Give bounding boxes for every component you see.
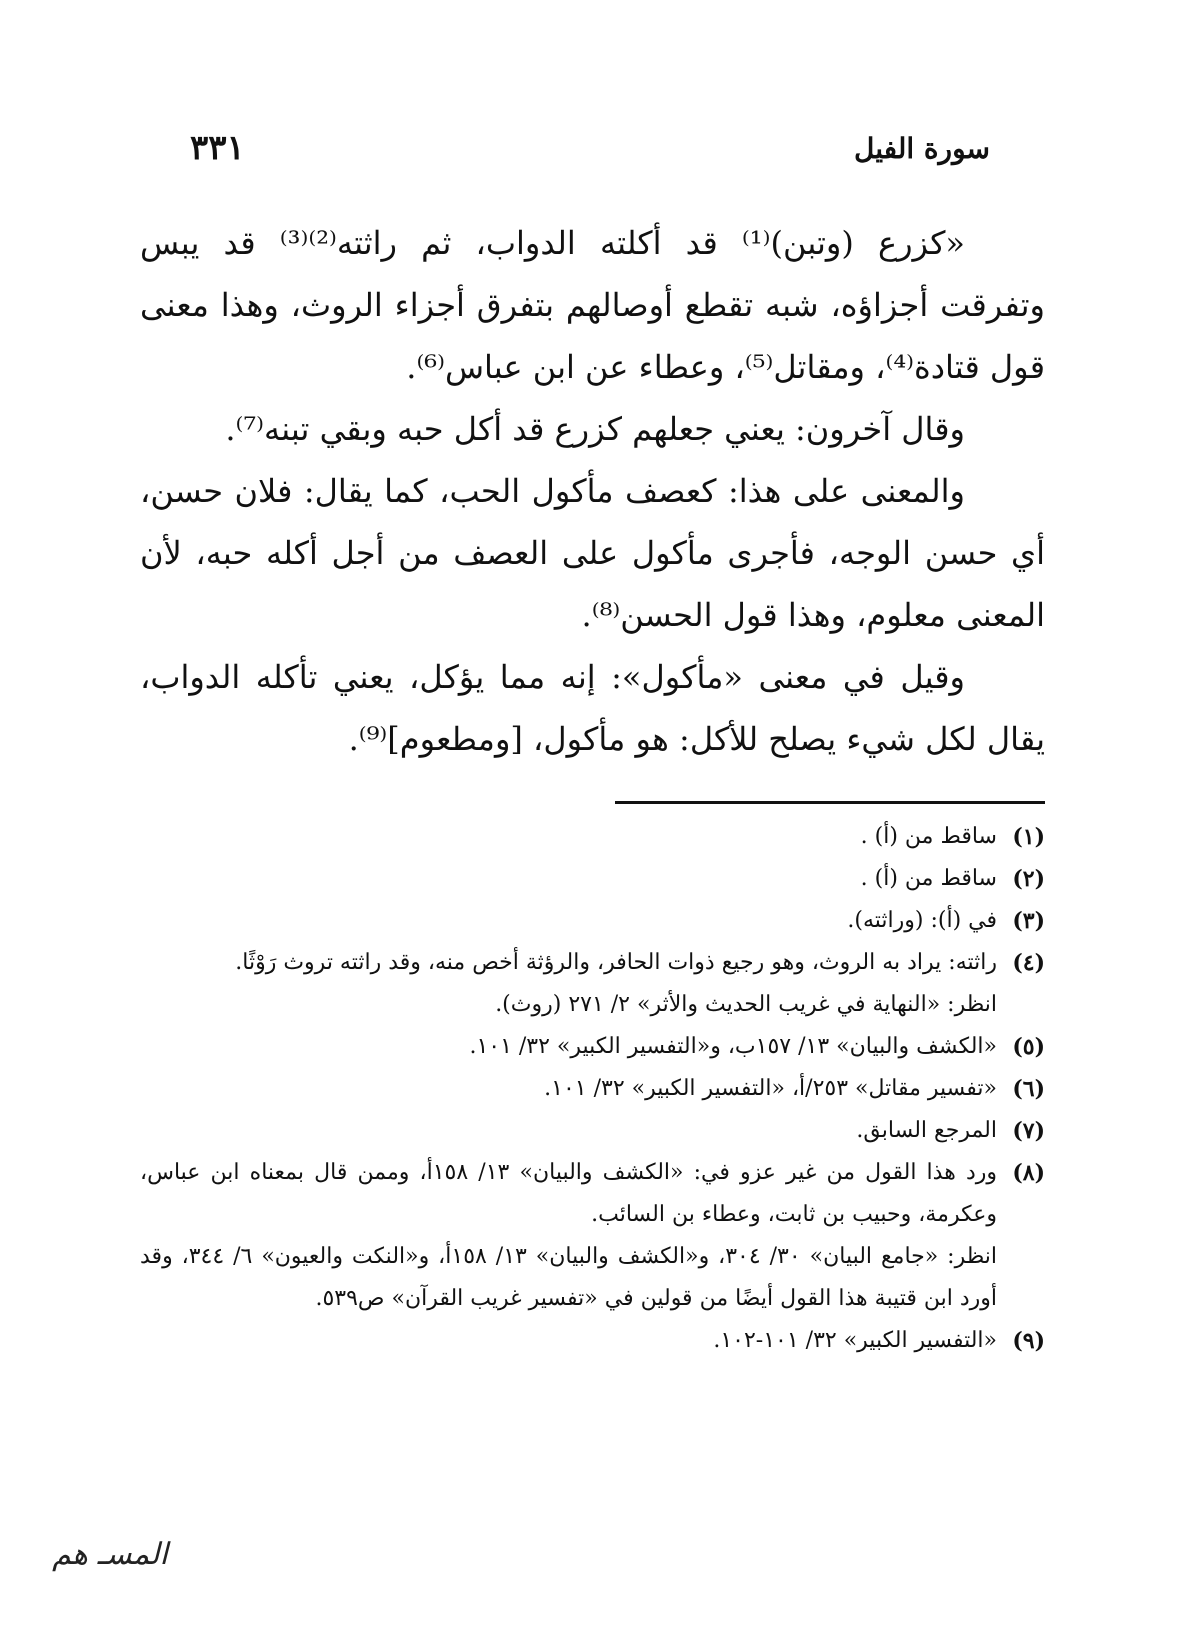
footnote-text: ساقط من (أ) . — [860, 824, 997, 849]
footnote — [140, 816, 1045, 858]
main-text — [140, 212, 1045, 770]
footnote-number: (٣) — [1012, 908, 1045, 934]
footnote-text: ورد هذا القول من غير عزو في: «الكشف والبيان» ١٣/ ١٥٨أ، وممن قال بمعناه ابن عباس، وعكرمة، وحبيب بن ثابت، وعطاء بن السائب. — [140, 1160, 998, 1227]
footnote-text: «الكشف والبيان» ١٣/ ١٥٧ب، و«التفسير الكبير» ٣٢/ ١٠١. — [469, 1034, 997, 1059]
footnote — [140, 1320, 1045, 1362]
paragraph: «كزرع (وتبن)⁽¹⁾ قد أكلته الدواب، ثم راثته⁽²⁾⁽³⁾ قد يبس وتفرقت أجزاؤه، شبه تقطع أوصالهم بتفرق أجزاء الروث، وهذا معنى قول قتادة⁽⁴⁾، ومقاتل⁽⁵⁾، وعطاء عن ابن عباس⁽⁶⁾. — [140, 224, 1046, 386]
footnote-number: (٥) — [1012, 1034, 1045, 1060]
footnote-number: (١) — [1012, 824, 1045, 850]
page-header — [190, 128, 990, 168]
footnote-number: (٢) — [1012, 866, 1045, 892]
publisher-logo — [40, 1535, 180, 1595]
surah-title: سورة الفيل — [854, 131, 990, 165]
logo-text: المسـ هم — [52, 1537, 168, 1572]
footnote-text: راثته: يراد به الروث، وهو رجيع ذوات الحافر، والرؤثة أخص منه، وقد راثته تروث رَوْثًا. — [235, 950, 997, 975]
footnote-reference: انظر: «النهاية في غريب الحديث والأثر» ٢/ ٢٧١ (روث). — [495, 992, 997, 1017]
page-number: ٣٣١ — [190, 128, 245, 168]
footnote — [140, 900, 1045, 942]
footnote-text: ساقط من (أ) . — [860, 866, 997, 891]
footnote-separator — [615, 801, 1045, 804]
paragraph: والمعنى على هذا: كعصف مأكول الحب، كما يقال: فلان حسن، أي حسن الوجه، فأجرى مأكول على العصف من أجل أكله حبه، لأن المعنى معلوم، وهذا قول الحسن⁽⁸⁾. — [140, 472, 1045, 634]
footnote-number: (٨) — [1012, 1160, 1045, 1186]
footnote — [140, 1152, 1045, 1236]
footnote-number: (٩) — [1012, 1328, 1045, 1354]
footnote-number: (٤) — [1012, 950, 1045, 976]
paragraph: وقال آخرون: يعني جعلهم كزرع قد أكل حبه وبقي تبنه⁽⁷⁾. — [225, 410, 965, 448]
paragraph: وقيل في معنى «مأكول»: إنه مما يؤكل، يعني تأكله الدواب، يقال لكل شيء يصلح للأكل: هو مأكول، [ومطعوم]⁽⁹⁾. — [140, 658, 1045, 758]
footnote — [140, 858, 1045, 900]
footnote — [140, 942, 1045, 984]
footnote-reference: انظر: «جامع البيان» ٣٠/ ٣٠٤، و«الكشف والبيان» ١٣/ ١٥٨أ، و«النكت والعيون» ٦/ ٣٤٤، وقد أورد ابن قتيبة هذا القول أيضًا من قولين في «تفسير غريب القرآن» ص٥٣٩. — [140, 1244, 998, 1311]
footnote-number: (٦) — [1012, 1076, 1045, 1102]
footnote — [140, 1068, 1045, 1110]
footnote — [140, 1026, 1045, 1068]
footnote-text: «التفسير الكبير» ٣٢/ ١٠١-١٠٢. — [713, 1328, 997, 1353]
footnote-text: «تفسير مقاتل» ٢٥٣/أ، «التفسير الكبير» ٣٢/ ١٠١. — [544, 1076, 997, 1101]
footnotes — [140, 816, 1045, 1362]
footnote-number: (٧) — [1012, 1118, 1045, 1144]
footnote-text: المرجع السابق. — [856, 1118, 997, 1143]
footnote-text: في (أ): (وراثته). — [847, 908, 997, 933]
footnote — [140, 1110, 1045, 1152]
